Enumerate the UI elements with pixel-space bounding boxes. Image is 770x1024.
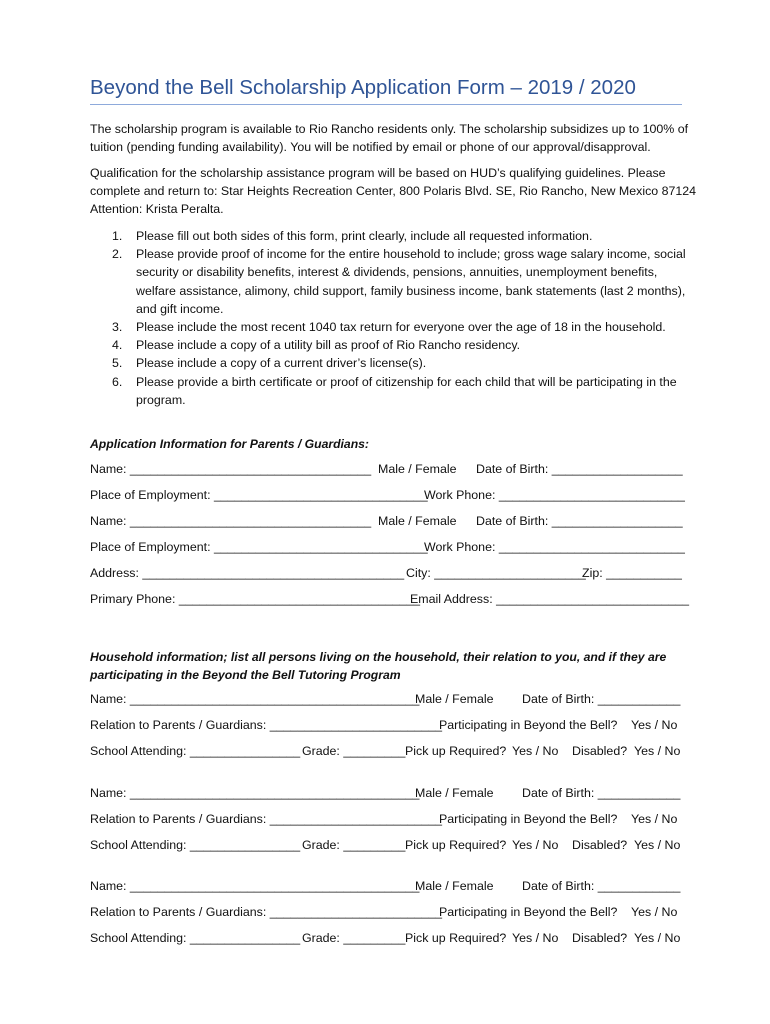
member-gender-option[interactable]: Male / Female bbox=[415, 786, 494, 800]
employment-field[interactable]: Place of Employment: _______________________________ bbox=[90, 540, 428, 554]
relation-field[interactable]: Relation to Parents / Guardians: _________________________ bbox=[90, 812, 443, 826]
pickup-label: Pick up Required? bbox=[405, 838, 507, 852]
work-phone-field[interactable]: Work Phone: ___________________________ bbox=[424, 488, 685, 502]
member-dob-field[interactable]: Date of Birth: ____________ bbox=[522, 692, 681, 706]
instruction-item: 2. Please provide proof of income for the entire household to include; gross wage salary income, social security or disability benefits, interest & dividends, pensions, annuities, unemployment benefits, welfare assistance, alimony, child support, family business income, bank statements (last 2 months), and gift income. bbox=[112, 247, 686, 316]
member-gender-option[interactable]: Male / Female bbox=[415, 879, 494, 893]
parent-gender-option[interactable]: Male / Female bbox=[378, 462, 457, 476]
pickup-label: Pick up Required? bbox=[405, 744, 507, 758]
zip-field[interactable]: Zip: ___________ bbox=[582, 566, 682, 580]
grade-field[interactable]: Grade: _________ bbox=[302, 838, 406, 852]
instruction-item: 5. Please include a copy of a current driver’s license(s). bbox=[112, 356, 427, 371]
school-field[interactable]: School Attending: ________________ bbox=[90, 931, 301, 945]
school-field[interactable]: School Attending: ________________ bbox=[90, 838, 301, 852]
relation-field[interactable]: Relation to Parents / Guardians: _________________________ bbox=[90, 718, 443, 732]
intro-paragraph-2 bbox=[90, 164, 697, 218]
instruction-item: 3. Please include the most recent 1040 tax return for everyone over the age of 18 in the household. bbox=[112, 320, 666, 335]
parent-name-field[interactable]: Name: ___________________________________ bbox=[90, 514, 372, 528]
intro-paragraph-1 bbox=[90, 120, 690, 156]
household-section-heading: Household information; list all persons living on the household, their relation to you, and if they are participating in the Beyond the Bell Tutoring Program bbox=[90, 650, 667, 682]
participating-yes-no[interactable]: Yes / No bbox=[631, 905, 678, 919]
relation-field[interactable]: Relation to Parents / Guardians: _________________________ bbox=[90, 905, 443, 919]
disabled-yes-no[interactable]: Yes / No bbox=[634, 744, 681, 758]
parents-section-heading: Application Information for Parents / Guardians: bbox=[90, 437, 369, 451]
address-field[interactable]: Address: ______________________________________ bbox=[90, 566, 405, 580]
parent-gender-option[interactable]: Male / Female bbox=[378, 514, 457, 528]
participating-label: Participating in Beyond the Bell? bbox=[439, 812, 618, 826]
instruction-item: 6. Please provide a birth certificate or proof of citizenship for each child that will be participating in the program. bbox=[112, 374, 677, 407]
instruction-item: 4. Please include a copy of a utility bill as proof of Rio Rancho residency. bbox=[112, 338, 521, 353]
work-phone-field[interactable]: Work Phone: ___________________________ bbox=[424, 540, 685, 554]
intro-line: Attention: Krista Peralta. bbox=[90, 202, 224, 216]
form-title: Beyond the Bell Scholarship Application Form – 2019 / 2020 bbox=[90, 76, 636, 99]
parent-dob-field[interactable]: Date of Birth: ___________________ bbox=[476, 514, 683, 528]
school-field[interactable]: School Attending: ________________ bbox=[90, 744, 301, 758]
instruction-item: 1. Please fill out both sides of this form, print clearly, include all requested information. bbox=[112, 229, 593, 243]
pickup-label: Pick up Required? bbox=[405, 931, 507, 945]
primary-phone-field[interactable]: Primary Phone: ___________________________________ bbox=[90, 592, 421, 606]
disabled-label: Disabled? bbox=[572, 744, 628, 758]
intro-line: Qualification for the scholarship assistance program will be based on HUD’s qualifying guidelines. Please bbox=[90, 166, 666, 180]
disabled-yes-no[interactable]: Yes / No bbox=[634, 838, 681, 852]
parent-dob-field[interactable]: Date of Birth: ___________________ bbox=[476, 462, 683, 476]
disabled-yes-no[interactable]: Yes / No bbox=[634, 931, 681, 945]
member-gender-option[interactable]: Male / Female bbox=[415, 692, 494, 706]
employment-field[interactable]: Place of Employment: _______________________________ bbox=[90, 488, 428, 502]
disabled-label: Disabled? bbox=[572, 931, 628, 945]
intro-line: The scholarship program is available to Rio Rancho residents only. The scholarship subsidizes up to 100% of bbox=[90, 122, 689, 136]
title-underline bbox=[90, 104, 682, 105]
disabled-label: Disabled? bbox=[572, 838, 628, 852]
instructions-list bbox=[90, 227, 690, 409]
participating-label: Participating in Beyond the Bell? bbox=[439, 718, 618, 732]
member-dob-field[interactable]: Date of Birth: ____________ bbox=[522, 786, 681, 800]
member-name-field[interactable]: Name: __________________________________________ bbox=[90, 692, 420, 706]
pickup-yes-no[interactable]: Yes / No bbox=[512, 931, 559, 945]
intro-line: tuition (pending funding availability). You will be notified by email or phone of our approval/disapproval. bbox=[90, 140, 651, 154]
pickup-yes-no[interactable]: Yes / No bbox=[512, 838, 559, 852]
member-dob-field[interactable]: Date of Birth: ____________ bbox=[522, 879, 681, 893]
parent-name-field[interactable]: Name: ___________________________________ bbox=[90, 462, 372, 476]
intro-line: complete and return to: Star Heights Recreation Center, 800 Polaris Blvd. SE, Rio Rancho, New Mexico 87124 bbox=[90, 184, 697, 198]
participating-label: Participating in Beyond the Bell? bbox=[439, 905, 618, 919]
member-name-field[interactable]: Name: __________________________________________ bbox=[90, 786, 420, 800]
email-field[interactable]: Email Address: ____________________________ bbox=[410, 592, 690, 606]
member-name-field[interactable]: Name: __________________________________________ bbox=[90, 879, 420, 893]
grade-field[interactable]: Grade: _________ bbox=[302, 744, 406, 758]
participating-yes-no[interactable]: Yes / No bbox=[631, 812, 678, 826]
city-field[interactable]: City: ______________________ bbox=[406, 566, 586, 580]
pickup-yes-no[interactable]: Yes / No bbox=[512, 744, 559, 758]
participating-yes-no[interactable]: Yes / No bbox=[631, 718, 678, 732]
grade-field[interactable]: Grade: _________ bbox=[302, 931, 406, 945]
